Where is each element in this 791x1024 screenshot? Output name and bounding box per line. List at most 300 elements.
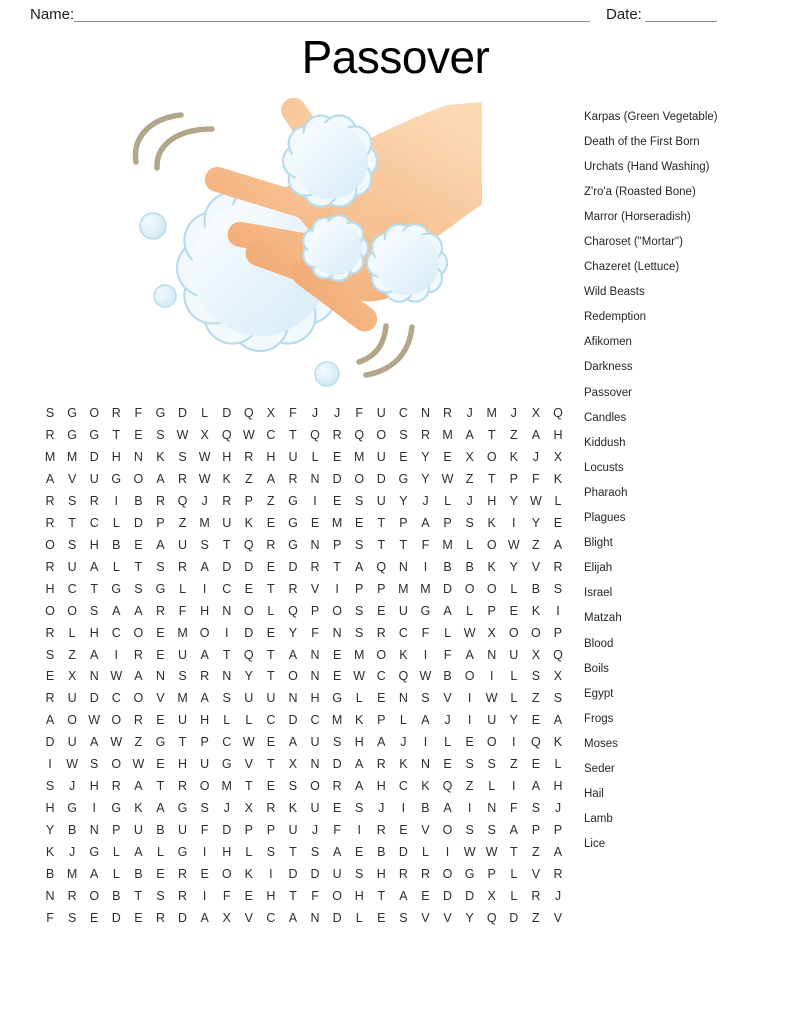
grid-cell: E bbox=[266, 779, 276, 794]
word-list-item: Egypt bbox=[584, 687, 614, 700]
grid-cell: M bbox=[398, 581, 409, 596]
grid-cell: S bbox=[222, 691, 231, 706]
grid-cell: K bbox=[399, 757, 408, 772]
grid-cell: R bbox=[420, 427, 430, 442]
grid-cell: E bbox=[266, 625, 276, 640]
grid-cell: V bbox=[421, 823, 430, 838]
grid-cell: T bbox=[156, 779, 165, 794]
grid-cell: G bbox=[177, 845, 188, 860]
word-list-item: Pharaoh bbox=[584, 486, 628, 499]
grid-cell: O bbox=[310, 779, 320, 794]
grid-cell: R bbox=[45, 559, 55, 574]
grid-cell: E bbox=[266, 559, 276, 574]
grid-cell: Q bbox=[221, 427, 232, 442]
grid-cell: C bbox=[398, 779, 408, 794]
grid-cell: S bbox=[266, 845, 276, 860]
grid-cell: A bbox=[134, 669, 143, 684]
grid-cell: I bbox=[114, 647, 119, 662]
grid-cell: T bbox=[112, 427, 121, 442]
grid-cell: E bbox=[377, 911, 386, 926]
grid-cell: O bbox=[486, 537, 497, 552]
grid-cell: Z bbox=[244, 471, 253, 486]
grid-cell: E bbox=[531, 713, 541, 728]
grid-cell: K bbox=[222, 471, 231, 486]
grid-cell: L bbox=[554, 757, 562, 772]
grid-cell: Y bbox=[509, 493, 518, 508]
grid-cell: T bbox=[377, 537, 386, 552]
grid-cell: W bbox=[176, 427, 189, 442]
grid-cell: S bbox=[553, 691, 563, 706]
grid-cell: N bbox=[288, 691, 298, 706]
grid-cell: D bbox=[222, 823, 232, 838]
grid-cell: Q bbox=[288, 603, 298, 618]
grid-cell: Z bbox=[68, 647, 76, 662]
grid-cell: G bbox=[155, 405, 166, 420]
grid-cell: L bbox=[156, 845, 164, 860]
grid-cell: R bbox=[266, 537, 276, 552]
grid-cell: V bbox=[244, 911, 253, 926]
grid-cell: O bbox=[486, 449, 497, 464]
grid-cell: R bbox=[376, 757, 386, 772]
grid-cell: T bbox=[399, 537, 408, 552]
grid-cell: R bbox=[420, 867, 430, 882]
grid-cell: F bbox=[421, 625, 430, 640]
grid-cell: K bbox=[531, 603, 541, 618]
grid-cell: S bbox=[156, 559, 165, 574]
grid-cell: D bbox=[178, 405, 188, 420]
word-list-item: Kiddush bbox=[584, 436, 626, 449]
grid-cell: T bbox=[244, 779, 253, 794]
grid-cell: E bbox=[156, 625, 165, 640]
word-list-item: Lamb bbox=[584, 813, 613, 826]
grid-cell: Y bbox=[244, 669, 253, 684]
grid-cell: L bbox=[112, 559, 120, 574]
grid-cell: P bbox=[399, 515, 408, 530]
grid-cell: I bbox=[202, 889, 207, 904]
grid-cell: V bbox=[531, 867, 541, 882]
grid-cell: K bbox=[487, 515, 496, 530]
grid-cell: I bbox=[401, 801, 406, 816]
grid-cell: S bbox=[200, 537, 209, 552]
grid-cell: J bbox=[554, 801, 562, 816]
grid-cell: G bbox=[67, 427, 77, 442]
grid-cell: E bbox=[377, 603, 386, 618]
grid-cell: U bbox=[487, 713, 497, 728]
name-label: Name: bbox=[30, 6, 75, 23]
grid-cell: L bbox=[510, 691, 518, 706]
grid-cell: Y bbox=[509, 713, 518, 728]
grid-cell: O bbox=[531, 625, 541, 640]
grid-cell: D bbox=[288, 713, 298, 728]
grid-cell: C bbox=[310, 713, 320, 728]
grid-cell: L bbox=[355, 691, 363, 706]
grid-cell: O bbox=[376, 647, 387, 662]
grid-cell: W bbox=[353, 669, 366, 684]
grid-cell: H bbox=[200, 713, 210, 728]
grid-cell: U bbox=[178, 537, 188, 552]
grid-cell: W bbox=[198, 471, 211, 486]
grid-cell: M bbox=[442, 427, 453, 442]
word-list-item: Marror (Horseradish) bbox=[584, 210, 691, 223]
grid-cell: O bbox=[332, 603, 342, 618]
grid-cell: X bbox=[553, 669, 563, 684]
word-list-item: Moses bbox=[584, 737, 618, 750]
grid-cell: P bbox=[553, 625, 563, 640]
grid-cell: H bbox=[266, 889, 276, 904]
grid-cell: L bbox=[245, 845, 253, 860]
word-list-item: Death of the First Born bbox=[584, 135, 700, 148]
grid-cell: H bbox=[376, 779, 386, 794]
grid-cell: I bbox=[556, 603, 560, 618]
grid-cell: L bbox=[444, 625, 452, 640]
word-list-item: Boils bbox=[584, 662, 609, 675]
grid-cell: W bbox=[132, 757, 145, 772]
grid-cell: H bbox=[376, 867, 386, 882]
grid-cell: A bbox=[553, 713, 563, 728]
grid-cell: U bbox=[332, 867, 342, 882]
grid-cell: O bbox=[442, 823, 453, 838]
grid-cell: M bbox=[221, 779, 232, 794]
grid-cell: O bbox=[243, 603, 254, 618]
grid-cell: Q bbox=[243, 647, 254, 662]
grid-cell: S bbox=[90, 603, 99, 618]
word-list-item: Wild Beasts bbox=[584, 286, 645, 299]
grid-cell: O bbox=[67, 603, 77, 618]
word-list-item: Redemption bbox=[584, 311, 647, 324]
grid-cell: H bbox=[310, 691, 320, 706]
grid-cell: F bbox=[443, 647, 452, 662]
grid-cell: A bbox=[355, 757, 364, 772]
grid-cell: G bbox=[111, 471, 122, 486]
grid-cell: X bbox=[487, 889, 496, 904]
grid-cell: R bbox=[553, 867, 563, 882]
grid-cell: A bbox=[421, 713, 430, 728]
grid-cell: A bbox=[156, 471, 165, 486]
grid-cell: H bbox=[89, 779, 99, 794]
grid-cell: G bbox=[67, 405, 77, 420]
grid-cell: B bbox=[45, 867, 55, 882]
grid-cell: E bbox=[399, 449, 408, 464]
grid-cell: P bbox=[487, 603, 496, 618]
grid-cell: M bbox=[331, 713, 343, 728]
grid-cell: R bbox=[45, 515, 55, 530]
grid-cell: J bbox=[333, 405, 341, 420]
grid-cell: K bbox=[355, 713, 364, 728]
grid-cell: L bbox=[201, 405, 209, 420]
grid-cell: D bbox=[89, 449, 99, 464]
grid-cell: S bbox=[90, 757, 99, 772]
grid-cell: T bbox=[289, 845, 297, 860]
grid-cell: V bbox=[67, 471, 77, 486]
grid-cell: X bbox=[531, 647, 541, 662]
date-label: Date: bbox=[606, 6, 642, 23]
grid-cell: P bbox=[377, 713, 386, 728]
grid-cell: U bbox=[376, 405, 386, 420]
grid-cell: W bbox=[242, 427, 255, 442]
grid-cell: W bbox=[242, 735, 255, 750]
grid-cell: N bbox=[222, 669, 232, 684]
grid-cell: E bbox=[399, 823, 408, 838]
grid-cell: N bbox=[420, 757, 430, 772]
grid-cell: K bbox=[509, 449, 518, 464]
word-list-item: Plagues bbox=[584, 512, 626, 525]
grid-cell: L bbox=[112, 515, 120, 530]
grid-cell: X bbox=[553, 449, 563, 464]
grid-cell: I bbox=[92, 801, 96, 816]
grid-cell: T bbox=[289, 889, 297, 904]
grid-cell: K bbox=[288, 801, 298, 816]
grid-cell: C bbox=[376, 669, 386, 684]
grid-cell: O bbox=[486, 581, 497, 596]
word-list-item: Seder bbox=[584, 762, 615, 775]
grid-cell: D bbox=[465, 889, 475, 904]
grid-cell: R bbox=[155, 603, 165, 618]
grid-cell: B bbox=[443, 559, 452, 574]
grid-cell: S bbox=[465, 515, 474, 530]
word-list-item: Chazeret (Lettuce) bbox=[584, 261, 680, 274]
grid-cell: E bbox=[156, 757, 165, 772]
grid-cell: O bbox=[332, 889, 342, 904]
grid-cell: V bbox=[553, 911, 563, 926]
grid-cell: C bbox=[398, 625, 408, 640]
grid-cell: L bbox=[245, 713, 253, 728]
grid-cell: S bbox=[288, 779, 298, 794]
grid-cell: W bbox=[463, 845, 476, 860]
grid-cell: L bbox=[223, 713, 231, 728]
grid-cell: G bbox=[155, 581, 166, 596]
grid-cell: L bbox=[355, 911, 363, 926]
grid-cell: G bbox=[288, 515, 298, 530]
grid-cell: U bbox=[89, 471, 99, 486]
grid-cell: R bbox=[244, 449, 254, 464]
grid-cell: T bbox=[333, 559, 341, 574]
grid-cell: G bbox=[288, 537, 298, 552]
grid-cell: S bbox=[531, 669, 541, 684]
grid-cell: H bbox=[354, 889, 364, 904]
grid-cell: O bbox=[133, 625, 144, 640]
grid-cell: O bbox=[199, 779, 210, 794]
grid-cell: A bbox=[399, 889, 408, 904]
grid-cell: P bbox=[200, 735, 209, 750]
grid-cell: X bbox=[288, 757, 298, 772]
grid-cell: Z bbox=[532, 911, 540, 926]
grid-cell: L bbox=[68, 625, 76, 640]
grid-cell: S bbox=[399, 911, 408, 926]
grid-cell: I bbox=[423, 559, 428, 574]
grid-cell: E bbox=[200, 867, 209, 882]
grid-cell: F bbox=[200, 823, 209, 838]
word-search-grid bbox=[39, 402, 569, 929]
grid-cell: L bbox=[510, 581, 518, 596]
grid-cell: L bbox=[421, 845, 429, 860]
grid-cell: Q bbox=[531, 735, 541, 750]
grid-cell: K bbox=[487, 559, 496, 574]
grid-cell: L bbox=[488, 779, 496, 794]
grid-cell: A bbox=[531, 779, 541, 794]
grid-cell: G bbox=[89, 845, 100, 860]
grid-cell: C bbox=[266, 427, 276, 442]
grid-cell: P bbox=[156, 515, 165, 530]
grid-cell: O bbox=[442, 867, 453, 882]
grid-cell: D bbox=[288, 559, 298, 574]
grid-cell: J bbox=[532, 449, 539, 464]
grid-cell: R bbox=[178, 889, 188, 904]
grid-cell: O bbox=[133, 691, 144, 706]
grid-cell: P bbox=[266, 823, 276, 838]
grid-cell: K bbox=[134, 801, 143, 816]
grid-cell: R bbox=[222, 493, 232, 508]
grid-cell: Z bbox=[532, 691, 540, 706]
grid-cell: D bbox=[178, 911, 188, 926]
grid-cell: D bbox=[288, 867, 298, 882]
grid-cell: W bbox=[110, 669, 123, 684]
grid-cell: H bbox=[89, 537, 99, 552]
word-list-item: Lice bbox=[584, 838, 606, 851]
grid-cell: H bbox=[487, 493, 497, 508]
grid-cell: U bbox=[398, 603, 408, 618]
grid-cell: I bbox=[423, 647, 428, 662]
grid-cell: G bbox=[111, 801, 122, 816]
grid-cell: E bbox=[90, 911, 99, 926]
grid-cell: J bbox=[201, 493, 208, 508]
grid-cell: M bbox=[486, 405, 497, 420]
grid-cell: A bbox=[90, 735, 99, 750]
grid-cell: Q bbox=[243, 537, 254, 552]
grid-cell: K bbox=[553, 735, 563, 750]
word-list-item: Candles bbox=[584, 411, 627, 424]
grid-cell: H bbox=[178, 757, 188, 772]
grid-cell: S bbox=[355, 537, 364, 552]
grid-cell: E bbox=[244, 889, 253, 904]
grid-cell: N bbox=[398, 691, 408, 706]
grid-cell: H bbox=[111, 449, 121, 464]
grid-cell: H bbox=[45, 801, 55, 816]
grid-cell: I bbox=[512, 735, 516, 750]
word-list-item: Passover bbox=[584, 386, 632, 399]
grid-cell: E bbox=[443, 449, 452, 464]
grid-cell: Y bbox=[421, 471, 430, 486]
grid-cell: D bbox=[222, 559, 232, 574]
grid-cell: R bbox=[178, 471, 188, 486]
grid-cell: T bbox=[377, 515, 386, 530]
grid-cell: P bbox=[531, 823, 541, 838]
grid-cell: C bbox=[266, 713, 276, 728]
grid-cell: K bbox=[45, 845, 55, 860]
grid-cell: U bbox=[376, 493, 386, 508]
grid-cell: F bbox=[355, 405, 364, 420]
word-list-item: Afikomen bbox=[584, 336, 632, 349]
grid-cell: A bbox=[509, 823, 518, 838]
grid-cell: O bbox=[288, 669, 298, 684]
grid-cell: Y bbox=[45, 823, 55, 838]
grid-cell: L bbox=[267, 603, 275, 618]
grid-cell: M bbox=[177, 625, 188, 640]
grid-cell: W bbox=[485, 691, 498, 706]
grid-cell: S bbox=[421, 691, 430, 706]
grid-cell: N bbox=[398, 559, 408, 574]
grid-cell: M bbox=[420, 581, 431, 596]
grid-cell: E bbox=[443, 757, 452, 772]
grid-cell: L bbox=[112, 867, 120, 882]
grid-cell: D bbox=[111, 911, 121, 926]
grid-cell: Q bbox=[376, 559, 387, 574]
grid-cell: N bbox=[155, 669, 165, 684]
grid-cell: J bbox=[510, 405, 517, 420]
word-list-item: Frogs bbox=[584, 712, 614, 725]
grid-cell: O bbox=[376, 427, 387, 442]
grid-cell: E bbox=[332, 801, 342, 816]
grid-cell: X bbox=[200, 427, 209, 442]
grid-cell: Z bbox=[134, 735, 143, 750]
grid-cell: P bbox=[553, 823, 563, 838]
grid-cell: E bbox=[244, 581, 253, 596]
word-list-item: Z'ro'a (Roasted Bone) bbox=[584, 185, 696, 198]
grid-cell: X bbox=[465, 449, 474, 464]
grid-cell: L bbox=[179, 581, 187, 596]
grid-cell: N bbox=[487, 801, 497, 816]
grid-cell: A bbox=[443, 801, 452, 816]
grid-cell: X bbox=[244, 801, 253, 816]
grid-cell: S bbox=[465, 757, 474, 772]
grid-cell: C bbox=[222, 581, 232, 596]
grid-cell: S bbox=[465, 823, 474, 838]
grid-cell: I bbox=[48, 757, 52, 772]
grid-cell: D bbox=[133, 515, 143, 530]
grid-cell: W bbox=[463, 625, 476, 640]
grid-cell: F bbox=[134, 405, 143, 420]
grid-cell: X bbox=[67, 669, 77, 684]
grid-cell: J bbox=[466, 493, 473, 508]
grid-cell: D bbox=[310, 867, 320, 882]
grid-cell: U bbox=[266, 691, 276, 706]
grid-cell: A bbox=[553, 845, 563, 860]
grid-cell: S bbox=[553, 581, 563, 596]
grid-cell: J bbox=[223, 801, 230, 816]
grid-cell: W bbox=[66, 757, 79, 772]
grid-cell: A bbox=[288, 647, 298, 662]
grid-cell: E bbox=[156, 867, 165, 882]
grid-cell: S bbox=[45, 405, 55, 420]
grid-cell: Q bbox=[354, 427, 365, 442]
grid-cell: K bbox=[244, 515, 253, 530]
grid-cell: F bbox=[222, 889, 231, 904]
grid-cell: L bbox=[466, 603, 474, 618]
grid-cell: S bbox=[531, 801, 541, 816]
grid-cell: Y bbox=[509, 559, 518, 574]
grid-cell: J bbox=[400, 735, 407, 750]
grid-cell: N bbox=[310, 647, 320, 662]
grid-cell: D bbox=[443, 889, 453, 904]
grid-cell: Z bbox=[465, 471, 474, 486]
grid-cell: Z bbox=[178, 515, 187, 530]
grid-cell: D bbox=[244, 625, 254, 640]
grid-cell: T bbox=[289, 427, 297, 442]
grid-cell: R bbox=[155, 911, 165, 926]
grid-cell: A bbox=[134, 779, 143, 794]
grid-cell: A bbox=[377, 735, 386, 750]
grid-cell: O bbox=[89, 889, 100, 904]
grid-cell: U bbox=[310, 735, 320, 750]
grid-cell: F bbox=[46, 911, 54, 926]
grid-cell: L bbox=[112, 845, 120, 860]
grid-cell: G bbox=[398, 471, 409, 486]
grid-cell: T bbox=[487, 427, 496, 442]
grid-cell: U bbox=[244, 691, 254, 706]
grid-cell: O bbox=[486, 735, 497, 750]
grid-cell: O bbox=[354, 471, 365, 486]
grid-cell: P bbox=[112, 823, 121, 838]
grid-cell: P bbox=[487, 867, 496, 882]
